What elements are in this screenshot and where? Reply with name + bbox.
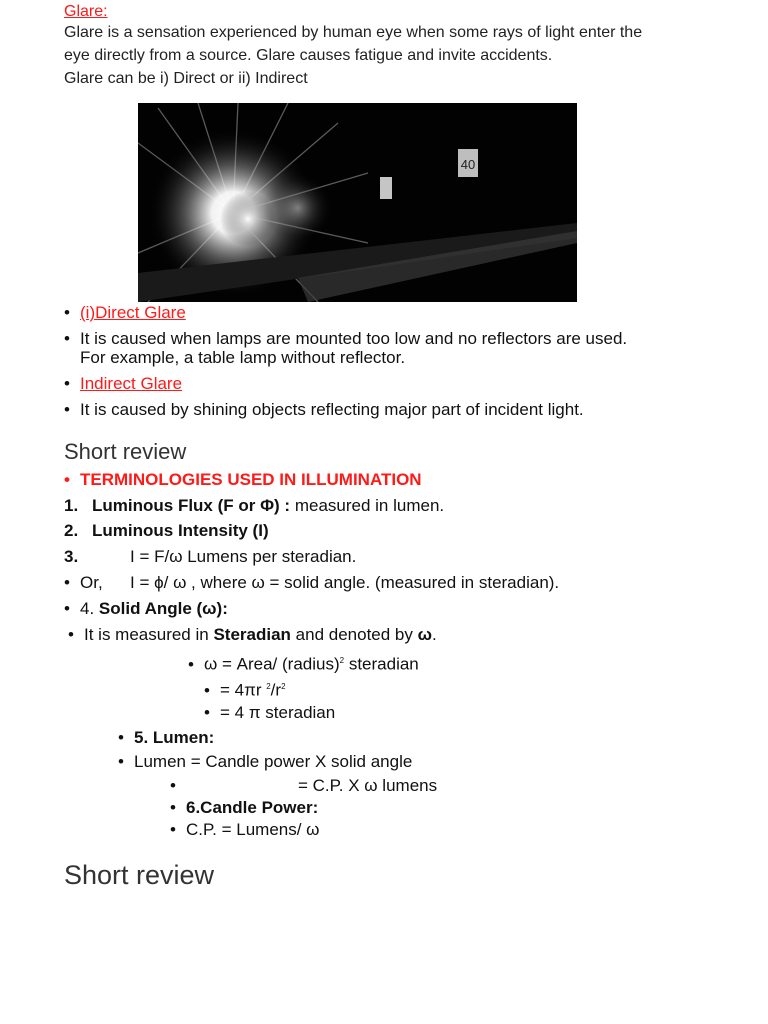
candle-power-definition: • C.P. = Lumens/ ω [170,820,320,839]
term-item-6: • 6.Candle Power: [170,798,319,817]
solid-angle-measured: • It is measured in Steradian and denoted by ω. [68,625,437,644]
glare-photo [138,103,577,302]
intro-line-2: eye directly from a source. Glare causes fatigue and invite accidents. [64,47,553,64]
formula-2: • = 4πr $^2/r^2$ [204,680,286,700]
term-item-5: • 5. Lumen: [118,728,215,747]
formula-3: • = 4 π steradian [204,703,336,722]
term-item-1: 1. Luminous Flux (F or Φ) : measured in lumen. [64,496,445,515]
lumen-equation: • = C.P. X ω lumens [170,776,438,795]
term-item-or: • Or, I = ϕ/ ω , where ω = solid angle. (measured in steradian). [64,573,560,592]
indirect-glare-label: Indirect Glare [80,374,183,393]
glare-heading: Glare: [64,3,108,20]
indirect-glare-item: • Indirect Glare [64,374,183,393]
speed-sign-text: 40 [460,157,476,172]
lumen-definition: • Lumen = Candle power X solid angle [118,752,413,771]
short-review-title-2: Short review [64,860,215,890]
term-item-4: • 4. Solid Angle (ω): [64,599,228,618]
bullet: • [64,303,70,322]
direct-glare-text-2: For example, a table lamp without reflector. [80,348,406,367]
intro-line-1: Glare is a sensation experienced by human eye when some rays of light enter the [64,24,643,41]
indirect-glare-text: • It is caused by shining objects reflecting major part of incident light. [64,400,584,419]
terminology-heading: • TERMINOLOGIES USED IN ILLUMINATION [64,470,422,489]
short-review-title-1: Short review [64,439,187,464]
term-item-2: 2. Luminous Intensity (I) [64,521,269,540]
direct-glare-label: (i)Direct Glare [80,303,186,322]
term-item-3: 3. I = F/ω Lumens per steradian. [64,547,357,566]
glare-photo-image [138,103,577,302]
direct-glare-item [64,303,186,323]
intro-line-3: Glare can be i) Direct or ii) Indirect [64,70,308,87]
direct-glare-text-1: • It is caused when lamps are mounted too low and no reflectors are used. [64,329,628,348]
formula-1: • ω = Area/ (radius)$^2$ steradian [188,654,419,674]
